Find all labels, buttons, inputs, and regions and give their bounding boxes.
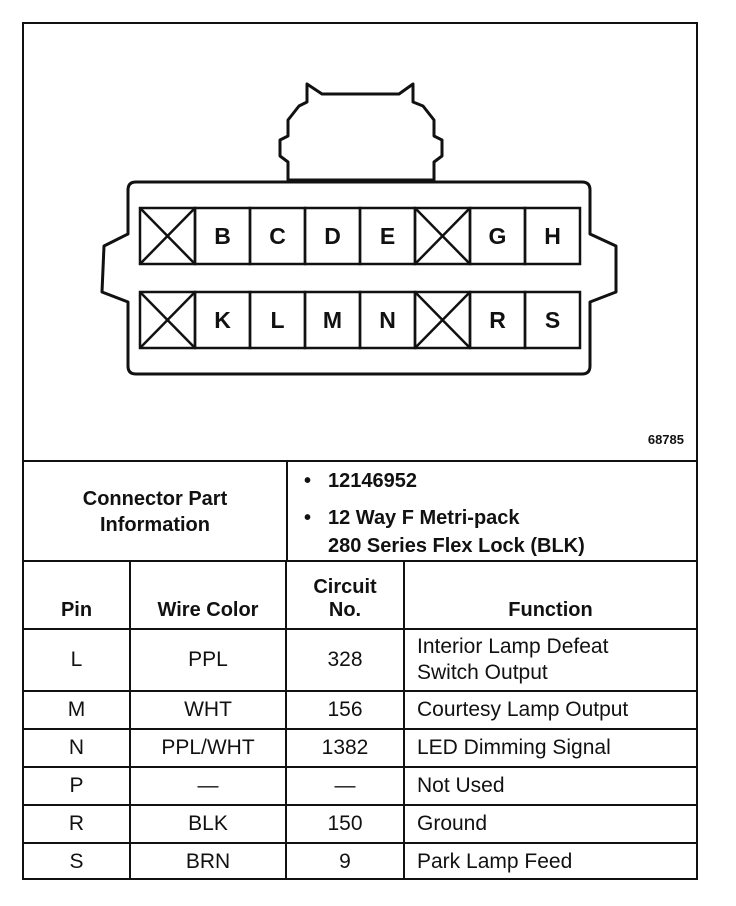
pin-label: R [489,307,506,333]
cell-function-line2: Switch Output [417,661,548,684]
pin-label: L [270,307,285,333]
connector-part-information [24,460,696,562]
table-row [24,729,696,767]
table-row [24,805,696,843]
header-circuit-no [286,561,404,629]
pin-cavity-c [250,208,305,264]
pin-cavity-k [195,292,250,348]
pin-cavity-m [305,292,360,348]
pin-label: B [214,223,231,249]
connector-bottom-row [140,292,580,348]
pin-label: H [544,223,561,249]
cell-wire-color: WHT [130,691,286,729]
header-wire-color: Wire Color [130,561,286,629]
pin-cavity-b [195,208,250,264]
pin-label: D [324,223,341,249]
cell-circuit: 9 [286,843,404,880]
part-description-line1: 12 Way F Metri-pack [328,507,520,529]
part-number: 12146952 [328,470,417,492]
cell-wire-color: — [130,767,286,805]
pin-cavity-r [470,292,525,348]
connector-info-label-line1: Connector Part [82,488,228,510]
cell-wire-color: BRN [130,843,286,880]
pin-cavity-n [360,292,415,348]
pin-cavity-l [250,292,305,348]
table-row [24,691,696,729]
cell-circuit: — [286,767,404,805]
header-circuit-line2: No. [328,599,362,621]
pin-table-header [24,561,696,629]
part-description-line2: 280 Series Flex Lock (BLK) [328,535,585,557]
cell-function: Courtesy Lamp Output [404,691,696,729]
connector-latch [280,84,442,180]
cell-circuit: 328 [286,629,404,691]
pin-cavity-g [470,208,525,264]
pin-cavity-s [525,292,580,348]
cell-pin: P [24,767,130,805]
cell-wire-color: PPL/WHT [130,729,286,767]
pin-table [24,560,696,880]
pin-cavity-e [360,208,415,264]
cell-circuit: 150 [286,805,404,843]
cell-wire-color: BLK [130,805,286,843]
cell-function: Ground [404,805,696,843]
header-circuit-line1: Circuit [313,576,377,598]
unused-cavity [415,208,470,264]
bullet-icon: • [304,507,312,529]
cell-pin: N [24,729,130,767]
pin-label: K [214,307,231,333]
connector-info-label-line2: Information [100,514,210,536]
table-row [24,843,696,880]
unused-cavity [140,208,195,264]
table-row [24,767,696,805]
pin-label: E [379,223,396,249]
cell-wire-color: PPL [130,629,286,691]
cell-function [404,629,696,691]
cell-pin: R [24,805,130,843]
connector-top-row [140,208,580,264]
pin-label: N [379,307,396,333]
connector-info-details [288,462,696,562]
cell-function: LED Dimming Signal [404,729,696,767]
pin-label: S [544,307,561,333]
cell-function-line1: Interior Lamp Defeat [417,635,609,658]
cell-pin: S [24,843,130,880]
diagram-frame [22,22,698,880]
unused-cavity [415,292,470,348]
connector-face-view [24,24,696,460]
cell-pin: M [24,691,130,729]
part-number-item [304,470,417,493]
pin-label: G [488,223,507,249]
cell-function: Park Lamp Feed [404,843,696,880]
unused-cavity [140,292,195,348]
header-pin: Pin [24,561,130,629]
cell-circuit: 1382 [286,729,404,767]
cell-function: Not Used [404,767,696,805]
pin-cavity-h [525,208,580,264]
connector-info-label [24,462,288,562]
table-row [24,629,696,691]
pin-label: C [269,223,286,249]
cell-pin: L [24,629,130,691]
figure-number: 68785 [647,432,684,447]
bullet-icon: • [304,470,312,492]
part-description-item [304,504,585,560]
connector-drawing [24,24,696,460]
header-function: Function [404,561,696,629]
pin-label: M [322,307,343,333]
pin-cavity-d [305,208,360,264]
cell-circuit: 156 [286,691,404,729]
